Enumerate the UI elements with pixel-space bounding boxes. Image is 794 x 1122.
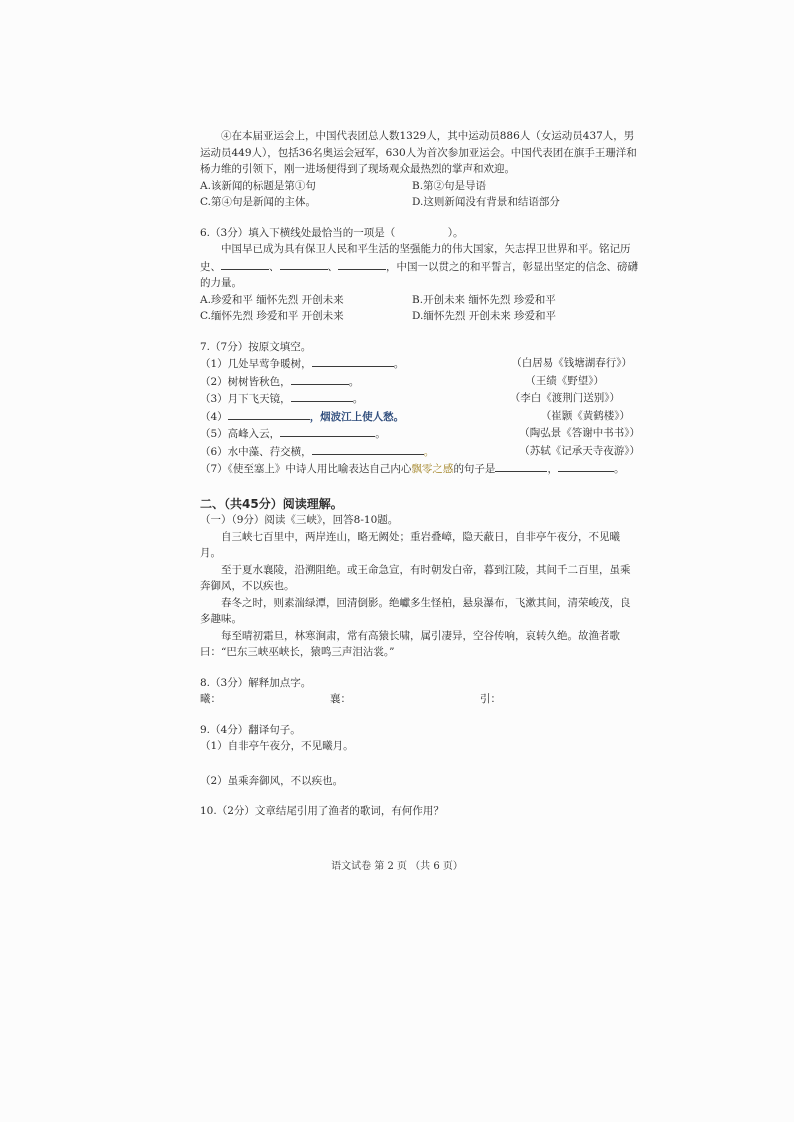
q7-blank-6 bbox=[312, 443, 424, 455]
q7-item-6-text: （6）水中藻、荇交横， bbox=[200, 445, 312, 458]
q7-item-7-text-2: 的句子是 bbox=[453, 463, 496, 475]
q5-options-row-2 bbox=[200, 194, 640, 211]
sanxia-paragraph-4: 每至晴初霜旦，林寒涧肃，常有高猿长啸，属引凄异，空谷传响，哀转久绝。故渔者歌曰：“巴东三峡巫峡长，猿鸣三声泪沾裳。” bbox=[200, 629, 620, 658]
q7-item-1 bbox=[200, 355, 640, 373]
q7-item-4-text: （4） bbox=[200, 410, 228, 423]
q5-option-c: C.第④句是新闻的主体。 bbox=[200, 196, 316, 208]
page-footer: 语文试卷 第 2 页 （共 6 页） bbox=[331, 861, 463, 872]
q6-option-b: B.开创未来 缅怀先烈 珍爱和平 bbox=[412, 293, 556, 306]
q7-item-7 bbox=[200, 460, 640, 478]
q6-passage-part-2: ，中国一以贯之的和平誓言，彰显出坚定的信念、磅礴的力量。 bbox=[200, 260, 638, 289]
q6-options-row-2 bbox=[200, 308, 640, 325]
q7-item-4 bbox=[200, 408, 640, 426]
q7-blank-4 bbox=[228, 408, 310, 420]
sanxia-paragraph-2: 至于夏水襄陵，沿溯阻绝。或王命急宣，有时朝发白帝，暮到江陵，其间千二百里，虽乘奔御风，不以疾也。 bbox=[200, 563, 631, 592]
q7-item-1-end: 。 bbox=[393, 358, 405, 370]
page-content bbox=[200, 128, 640, 820]
q7-item-7-end: 。 bbox=[613, 463, 625, 475]
q7-item-4-source: （崔颢《黄鹤楼》） bbox=[540, 409, 630, 422]
q7-item-6-end: 。 bbox=[423, 445, 435, 458]
q7-item-5 bbox=[200, 425, 640, 443]
q8-word-1: 曦： bbox=[200, 693, 221, 705]
q7-item-2 bbox=[200, 373, 640, 391]
q6-options-row-1 bbox=[200, 292, 640, 309]
q8-vocab-row bbox=[200, 691, 640, 708]
q7-stem: 7.（7分）按原文填空。 bbox=[200, 340, 312, 353]
q6-sep-1: 、 bbox=[269, 260, 280, 273]
q7-item-3-source: （李白《渡荆门送别》） bbox=[509, 392, 620, 404]
q9-sentence-1: （1）自非亭午夜分，不见曦月。 bbox=[200, 740, 354, 752]
q7-item-1-text: （1）几处早莺争暖树， bbox=[200, 358, 312, 370]
section-2-subtitle: （一）（9分）阅读《三峡》，回答8-10题。 bbox=[200, 514, 399, 526]
q6-blank-1 bbox=[221, 258, 269, 270]
q6-blank-3 bbox=[338, 258, 386, 270]
q7-item-6 bbox=[200, 443, 640, 461]
q7-item-4-end: ，烟波江上使人愁。 bbox=[309, 410, 405, 423]
q7-item-1-source: （白居易《钱塘湖春行》） bbox=[511, 357, 632, 369]
q7-blank-5 bbox=[280, 425, 375, 437]
q6-option-c: C.缅怀先烈 珍爱和平 开创未来 bbox=[200, 310, 344, 322]
q7-item-5-text: （5）高峰入云， bbox=[200, 428, 281, 440]
sanxia-paragraph-3: 春冬之时，则素湍绿潭，回清倒影。绝巘多生怪柏，悬泉瀑布，飞漱其间，清荣峻茂，良多趣味。 bbox=[200, 596, 631, 625]
q6-blank-2 bbox=[280, 258, 328, 270]
q9-sentence-2: （2）虽乘奔御风，不以疾也。 bbox=[200, 774, 344, 787]
sanxia-paragraph-1: 自三峡七百里中，两岸连山，略无阙处；重岩叠嶂，隐天蔽日，自非亭午夜分，不见曦月。 bbox=[200, 530, 620, 559]
q8-stem: 8.（3分）解释加点字。 bbox=[200, 676, 312, 689]
q7-item-3-text: （3）月下飞天镜， bbox=[200, 393, 291, 405]
q9-stem: 9.（4分）翻译句子。 bbox=[200, 723, 301, 736]
q6-passage bbox=[200, 241, 640, 292]
q8-word-3: 引： bbox=[480, 693, 501, 705]
q5-options-row-1 bbox=[200, 178, 640, 195]
q5-option-b: B.第②句是导语 bbox=[412, 179, 487, 192]
q10-stem: 10.（2分）文章结尾引用了渔者的歌词，有何作用？ bbox=[200, 805, 444, 817]
q7-blank-2 bbox=[291, 373, 349, 385]
q6-option-d: D.缅怀先烈 开创未来 珍爱和平 bbox=[412, 310, 557, 322]
news-paragraph-4: ④在本届亚运会上，中国代表团总人数1329人，其中运动员886人（女运动员437人，男运动员449人），包括36名奥运会冠军，630人为首次参加亚运会。中国代表团在旗手王珊洋和杨力维的引领下，刚一进场便得到了现场观众最热烈的掌声和欢迎。 bbox=[200, 130, 637, 175]
q7-item-5-source: （陶弘景《答谢中书书》） bbox=[519, 427, 640, 439]
q7-item-7-highlight: 飘零之感 bbox=[411, 463, 454, 475]
q7-item-7-sep: ， bbox=[547, 463, 558, 475]
q7-item-7-text: （7）《使至塞上》中诗人用比喻表达自己内心 bbox=[200, 463, 412, 475]
q6-passage-part-1: 中国早已成为具有保卫人民和平生活的坚强能力的伟大国家，矢志捍卫世界和平。铭记历史、 bbox=[200, 243, 631, 273]
q6-stem: 6.（3分）填入下横线处最恰当的一项是（ ）。 bbox=[200, 226, 464, 239]
q7-blank-7a bbox=[495, 460, 547, 472]
q7-item-3 bbox=[200, 390, 640, 408]
q7-item-2-source: （王绩《野望》） bbox=[525, 374, 604, 387]
q8-word-2: 襄： bbox=[330, 693, 351, 705]
q7-item-2-end: 。 bbox=[348, 375, 360, 388]
section-2-title: 二、（共45分）阅读理解。 bbox=[200, 496, 343, 511]
q5-option-d: D.这则新闻没有背景和结语部分 bbox=[412, 196, 560, 208]
q7-blank-1 bbox=[312, 355, 394, 367]
q7-blank-3 bbox=[291, 390, 353, 402]
q7-item-3-end: 。 bbox=[352, 393, 364, 405]
q6-sep-2: 、 bbox=[327, 260, 338, 273]
q7-item-6-source: （苏轼《记承天寺夜游》） bbox=[519, 444, 640, 457]
q6-option-a: A.珍爱和平 缅怀先烈 开创未来 bbox=[200, 293, 344, 306]
q7-blank-7b bbox=[558, 460, 614, 472]
q5-option-a: A.该新闻的标题是第①句 bbox=[200, 179, 316, 192]
q7-item-2-text: （2）树树皆秋色， bbox=[200, 375, 291, 388]
q7-item-5-end: 。 bbox=[375, 428, 386, 440]
